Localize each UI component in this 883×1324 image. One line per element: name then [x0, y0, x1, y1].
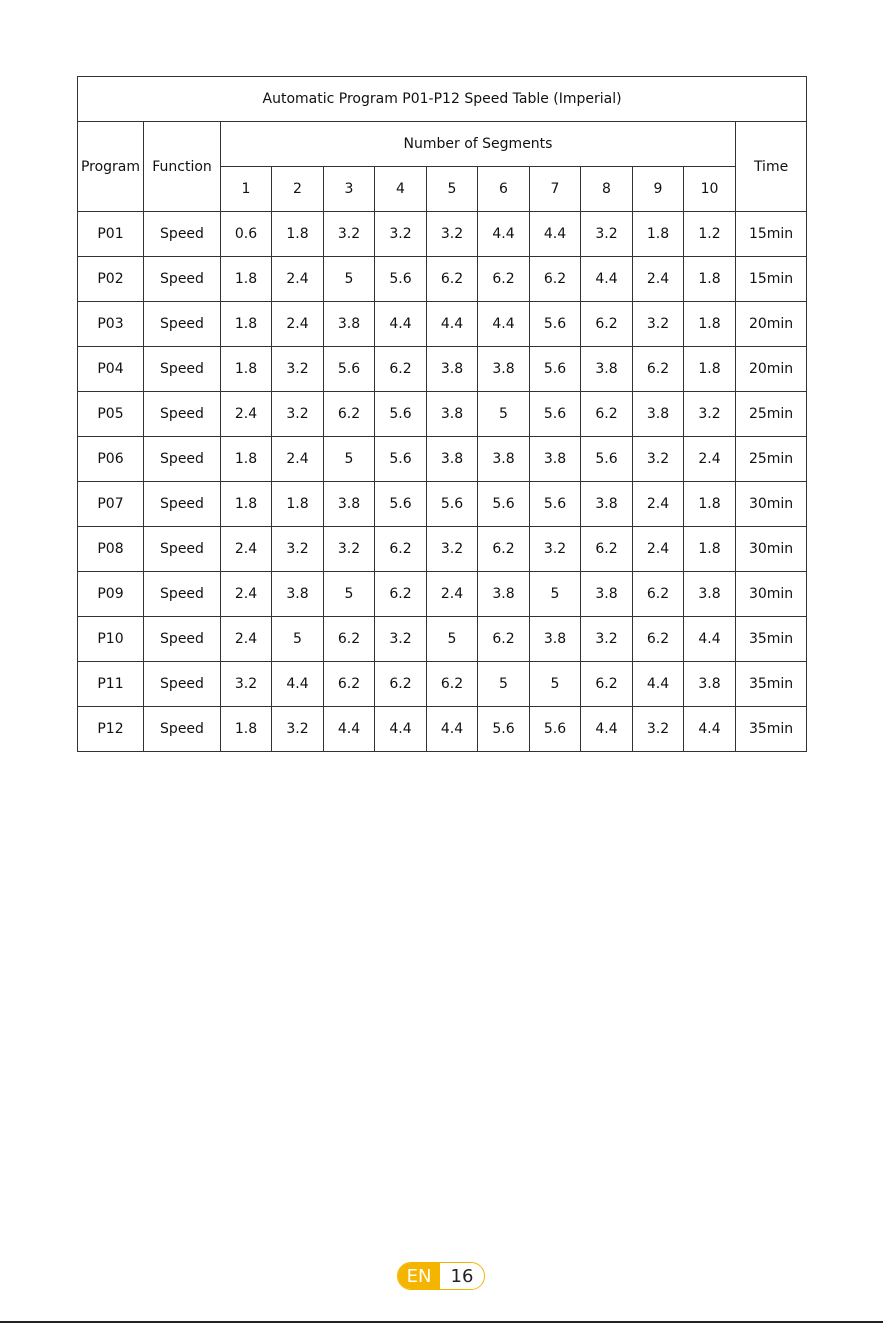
program-cell: P12 — [78, 707, 144, 752]
speed-cell: 5.6 — [324, 347, 375, 392]
speed-cell: 1.8 — [633, 212, 684, 257]
speed-cell: 3.2 — [272, 347, 324, 392]
speed-cell: 3.2 — [272, 707, 324, 752]
speed-cell: 3.2 — [633, 707, 684, 752]
speed-cell: 5 — [478, 392, 530, 437]
speed-cell: 4.4 — [684, 617, 736, 662]
speed-cell: 6.2 — [375, 347, 427, 392]
table-row — [78, 392, 807, 437]
speed-cell: 2.4 — [221, 392, 272, 437]
speed-cell: 2.4 — [633, 527, 684, 572]
time-cell: 20min — [736, 347, 807, 392]
speed-cell: 2.4 — [221, 527, 272, 572]
speed-cell: 3.2 — [581, 617, 633, 662]
speed-cell: 3.8 — [427, 437, 478, 482]
segment-number-cell: 7 — [530, 167, 581, 212]
program-header: Program — [78, 122, 144, 212]
speed-cell: 6.2 — [427, 257, 478, 302]
time-cell: 35min — [736, 662, 807, 707]
speed-cell: 6.2 — [375, 662, 427, 707]
segment-number-cell: 3 — [324, 167, 375, 212]
speed-cell: 3.2 — [684, 392, 736, 437]
speed-cell: 5.6 — [530, 347, 581, 392]
speed-cell: 3.8 — [478, 347, 530, 392]
time-cell: 30min — [736, 527, 807, 572]
speed-cell: 2.4 — [221, 617, 272, 662]
speed-cell: 3.2 — [324, 527, 375, 572]
speed-cell: 4.4 — [375, 707, 427, 752]
speed-cell: 5.6 — [478, 707, 530, 752]
speed-cell: 1.8 — [684, 302, 736, 347]
segment-number-cell: 10 — [684, 167, 736, 212]
program-cell: P06 — [78, 437, 144, 482]
speed-cell: 5.6 — [530, 302, 581, 347]
speed-cell: 6.2 — [478, 527, 530, 572]
speed-cell: 6.2 — [633, 617, 684, 662]
speed-cell: 3.2 — [427, 527, 478, 572]
speed-cell: 5 — [324, 257, 375, 302]
speed-cell: 5.6 — [530, 482, 581, 527]
speed-cell: 5 — [324, 572, 375, 617]
program-cell: P01 — [78, 212, 144, 257]
speed-cell: 3.2 — [427, 212, 478, 257]
speed-cell: 3.2 — [272, 527, 324, 572]
speed-cell: 3.8 — [581, 347, 633, 392]
language-label: EN — [398, 1263, 440, 1289]
speed-cell: 4.4 — [324, 707, 375, 752]
speed-cell: 3.8 — [427, 347, 478, 392]
speed-cell: 6.2 — [633, 572, 684, 617]
program-cell: P02 — [78, 257, 144, 302]
table-row — [78, 527, 807, 572]
speed-cell: 5 — [530, 572, 581, 617]
table-row — [78, 212, 807, 257]
speed-cell: 5 — [530, 662, 581, 707]
speed-cell: 6.2 — [478, 617, 530, 662]
program-cell: P09 — [78, 572, 144, 617]
speed-cell: 3.2 — [221, 662, 272, 707]
speed-cell: 3.8 — [530, 617, 581, 662]
segment-number-cell: 9 — [633, 167, 684, 212]
speed-cell: 2.4 — [272, 257, 324, 302]
speed-cell: 5 — [324, 437, 375, 482]
table-row — [78, 617, 807, 662]
speed-cell: 2.4 — [221, 572, 272, 617]
speed-cell: 3.2 — [633, 437, 684, 482]
time-cell: 20min — [736, 302, 807, 347]
table-row — [78, 482, 807, 527]
program-cell: P05 — [78, 392, 144, 437]
speed-cell: 3.8 — [478, 572, 530, 617]
speed-cell: 1.8 — [684, 482, 736, 527]
time-cell: 35min — [736, 707, 807, 752]
speed-cell: 1.8 — [221, 347, 272, 392]
speed-cell: 3.2 — [375, 617, 427, 662]
function-cell: Speed — [144, 347, 221, 392]
table-row — [78, 437, 807, 482]
function-cell: Speed — [144, 437, 221, 482]
time-cell: 25min — [736, 437, 807, 482]
speed-cell: 5 — [272, 617, 324, 662]
segment-number-cell: 8 — [581, 167, 633, 212]
table-row — [78, 347, 807, 392]
speed-cell: 1.8 — [272, 212, 324, 257]
speed-cell: 3.8 — [478, 437, 530, 482]
page-number: 16 — [440, 1263, 484, 1289]
segment-number-cell: 4 — [375, 167, 427, 212]
speed-table — [77, 76, 807, 752]
speed-cell: 3.8 — [324, 302, 375, 347]
speed-cell: 6.2 — [375, 572, 427, 617]
speed-cell: 6.2 — [375, 527, 427, 572]
speed-cell: 1.8 — [221, 707, 272, 752]
speed-cell: 4.4 — [633, 662, 684, 707]
table-title: Automatic Program P01-P12 Speed Table (Imperial) — [78, 77, 807, 122]
speed-cell: 2.4 — [272, 437, 324, 482]
speed-cell: 6.2 — [324, 392, 375, 437]
speed-cell: 5 — [478, 662, 530, 707]
speed-cell: 5.6 — [375, 392, 427, 437]
speed-cell: 5.6 — [530, 707, 581, 752]
speed-cell: 4.4 — [427, 707, 478, 752]
speed-cell: 4.4 — [478, 212, 530, 257]
speed-cell: 3.8 — [581, 482, 633, 527]
speed-cell: 0.6 — [221, 212, 272, 257]
speed-cell: 1.8 — [272, 482, 324, 527]
bottom-rule — [0, 1321, 883, 1323]
speed-cell: 3.2 — [530, 527, 581, 572]
page-number-badge — [397, 1262, 485, 1290]
time-cell: 15min — [736, 212, 807, 257]
speed-cell: 6.2 — [427, 662, 478, 707]
function-cell: Speed — [144, 707, 221, 752]
speed-cell: 4.4 — [272, 662, 324, 707]
segment-number-cell: 2 — [272, 167, 324, 212]
speed-cell: 1.8 — [684, 347, 736, 392]
program-cell: P04 — [78, 347, 144, 392]
function-cell: Speed — [144, 617, 221, 662]
speed-cell: 5 — [427, 617, 478, 662]
time-cell: 30min — [736, 482, 807, 527]
speed-cell: 2.4 — [633, 257, 684, 302]
speed-cell: 6.2 — [581, 302, 633, 347]
speed-cell: 2.4 — [272, 302, 324, 347]
program-cell: P10 — [78, 617, 144, 662]
speed-cell: 6.2 — [581, 392, 633, 437]
speed-cell: 2.4 — [427, 572, 478, 617]
speed-cell: 4.4 — [684, 707, 736, 752]
time-cell: 25min — [736, 392, 807, 437]
speed-cell: 3.2 — [375, 212, 427, 257]
speed-cell: 3.2 — [633, 302, 684, 347]
speed-cell: 5.6 — [581, 437, 633, 482]
function-cell: Speed — [144, 527, 221, 572]
speed-cell: 3.8 — [272, 572, 324, 617]
speed-cell: 3.2 — [324, 212, 375, 257]
speed-cell: 5.6 — [530, 392, 581, 437]
program-cell: P07 — [78, 482, 144, 527]
speed-cell: 4.4 — [581, 707, 633, 752]
speed-cell: 6.2 — [581, 527, 633, 572]
program-cell: P08 — [78, 527, 144, 572]
speed-cell: 6.2 — [581, 662, 633, 707]
speed-cell: 2.4 — [633, 482, 684, 527]
table-row — [78, 302, 807, 347]
speed-cell: 3.8 — [684, 662, 736, 707]
speed-cell: 4.4 — [530, 212, 581, 257]
segment-number-cell: 5 — [427, 167, 478, 212]
function-cell: Speed — [144, 212, 221, 257]
speed-cell: 3.8 — [684, 572, 736, 617]
speed-cell: 1.2 — [684, 212, 736, 257]
function-cell: Speed — [144, 662, 221, 707]
function-header: Function — [144, 122, 221, 212]
function-cell: Speed — [144, 482, 221, 527]
speed-cell: 3.8 — [581, 572, 633, 617]
speed-cell: 6.2 — [324, 662, 375, 707]
speed-cell: 3.8 — [530, 437, 581, 482]
segment-number-cell: 1 — [221, 167, 272, 212]
speed-cell: 1.8 — [221, 257, 272, 302]
speed-cell: 3.2 — [272, 392, 324, 437]
time-header: Time — [736, 122, 807, 212]
function-cell: Speed — [144, 257, 221, 302]
speed-cell: 4.4 — [427, 302, 478, 347]
speed-cell: 6.2 — [478, 257, 530, 302]
table-row — [78, 572, 807, 617]
program-cell: P03 — [78, 302, 144, 347]
segments-header: Number of Segments — [221, 122, 736, 167]
function-cell: Speed — [144, 572, 221, 617]
speed-cell: 1.8 — [221, 482, 272, 527]
speed-cell: 5.6 — [427, 482, 478, 527]
speed-cell: 2.4 — [684, 437, 736, 482]
speed-cell: 5.6 — [375, 437, 427, 482]
speed-cell: 5.6 — [375, 482, 427, 527]
speed-cell: 3.2 — [581, 212, 633, 257]
function-cell: Speed — [144, 302, 221, 347]
speed-cell: 4.4 — [581, 257, 633, 302]
segment-number-cell: 6 — [478, 167, 530, 212]
speed-cell: 1.8 — [684, 257, 736, 302]
speed-cell: 1.8 — [684, 527, 736, 572]
speed-cell: 3.8 — [427, 392, 478, 437]
speed-cell: 6.2 — [633, 347, 684, 392]
table-row — [78, 707, 807, 752]
speed-cell: 3.8 — [633, 392, 684, 437]
program-cell: P11 — [78, 662, 144, 707]
time-cell: 35min — [736, 617, 807, 662]
table-row — [78, 257, 807, 302]
speed-cell: 6.2 — [324, 617, 375, 662]
time-cell: 30min — [736, 572, 807, 617]
table-row — [78, 662, 807, 707]
function-cell: Speed — [144, 392, 221, 437]
speed-cell: 4.4 — [478, 302, 530, 347]
speed-cell: 5.6 — [375, 257, 427, 302]
speed-cell: 3.8 — [324, 482, 375, 527]
speed-cell: 1.8 — [221, 302, 272, 347]
time-cell: 15min — [736, 257, 807, 302]
speed-cell: 1.8 — [221, 437, 272, 482]
speed-cell: 6.2 — [530, 257, 581, 302]
speed-cell: 4.4 — [375, 302, 427, 347]
speed-cell: 5.6 — [478, 482, 530, 527]
